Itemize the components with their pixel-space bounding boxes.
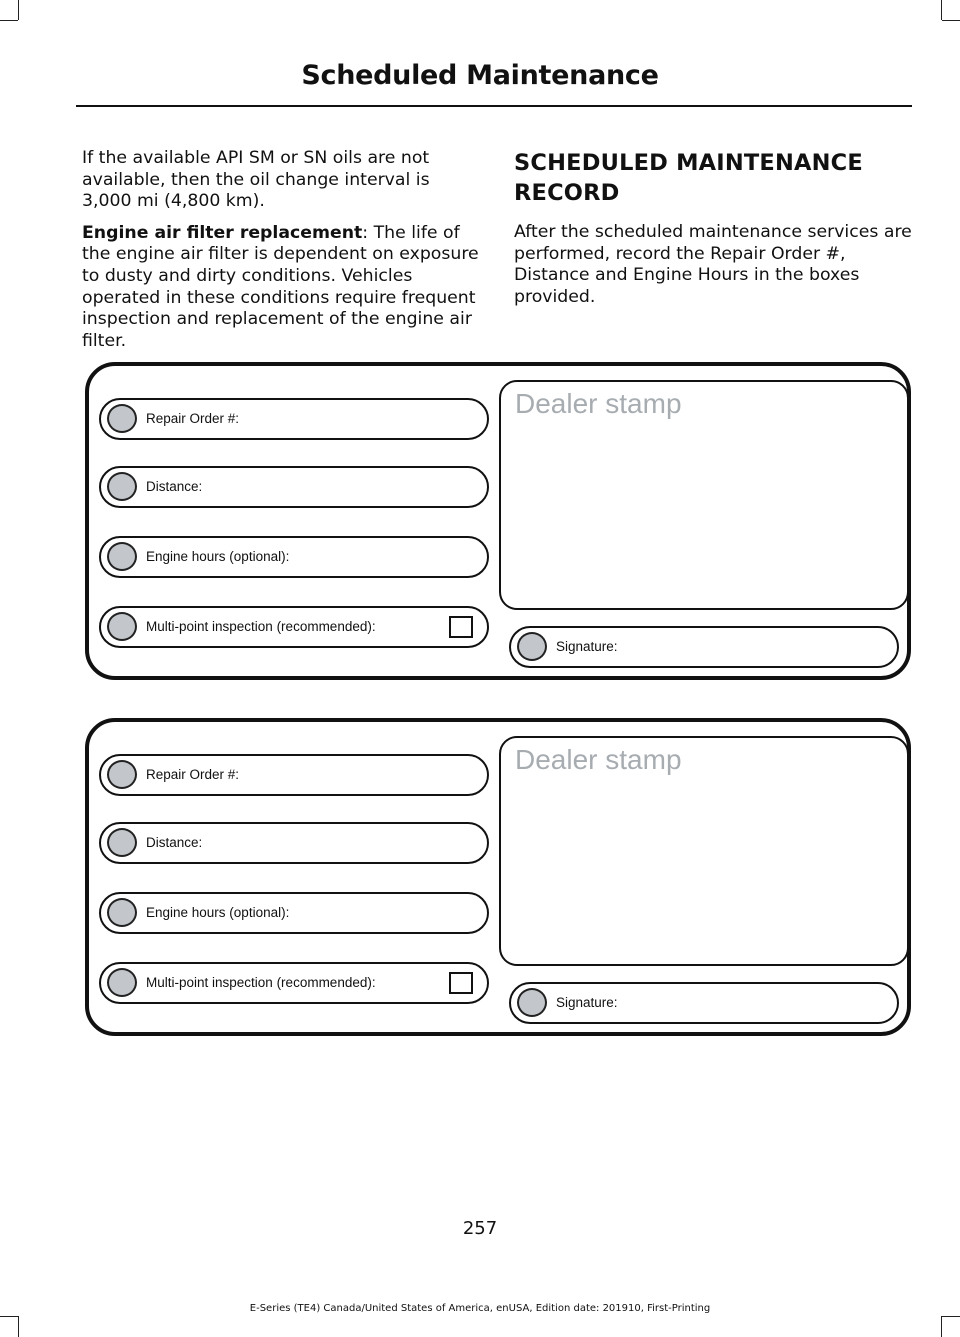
signature-label: Signature: [556,639,618,654]
crop-mark [942,1316,960,1317]
field-marker-icon [107,968,137,997]
field-marker-icon [107,828,137,857]
header-divider [76,105,912,107]
field-marker-icon [517,988,547,1017]
engine-hours-label: Engine hours (optional): [146,549,290,564]
dealer-stamp-label: Dealer stamp [515,744,682,775]
left-column [82,148,482,362]
edition-footer: E-Series (TE4) Canada/United States of America, enUSA, Edition date: 201910, First-Printing [249,1303,711,1314]
dealer-stamp-label: Dealer stamp [515,388,682,419]
crop-mark [0,20,18,21]
crop-mark [18,1316,19,1337]
signature-field[interactable] [509,982,899,1024]
maintenance-record-card [85,718,911,1036]
inspection-checkbox[interactable] [449,972,473,994]
crop-mark [941,1316,942,1337]
engine-hours-field[interactable] [99,892,489,934]
section-heading-line1: SCHEDULED MAINTENANCE [514,150,863,176]
crop-mark [0,1316,18,1317]
record-instructions: After the scheduled maintenance services are performed, record the Repair Order #, Distance and Engine Hours in the boxes provided. [514,222,912,307]
air-filter-term: Engine air filter replacement [82,222,363,243]
field-marker-icon [107,612,137,641]
inspection-field [99,962,489,1004]
crop-mark [18,0,19,20]
crop-mark [942,20,960,21]
distance-field[interactable] [99,466,489,508]
maintenance-record-card [85,362,911,680]
page-title: Scheduled Maintenance [301,60,659,91]
inspection-label: Multi-point inspection (recommended): [146,975,376,990]
repair-order-field[interactable] [99,754,489,796]
field-marker-icon [107,404,137,433]
air-filter-description: : The life of the engine air filter is dependent on exposure to dusty and dirty conditions. Vehicles operated in these conditions require frequent inspection and replacement of the engine air filter. [82,222,479,351]
signature-field[interactable] [509,626,899,668]
field-marker-icon [107,542,137,571]
crop-mark [941,0,942,20]
section-heading [514,148,914,208]
inspection-label: Multi-point inspection (recommended): [146,619,376,634]
repair-order-label: Repair Order #: [146,411,240,426]
right-column [514,148,914,318]
engine-hours-field[interactable] [99,536,489,578]
dealer-stamp-box[interactable] [499,736,909,966]
distance-field[interactable] [99,822,489,864]
dealer-stamp-box[interactable] [499,380,909,610]
section-heading-line2: RECORD [514,180,620,206]
repair-order-label: Repair Order #: [146,767,240,782]
inspection-checkbox[interactable] [449,616,473,638]
inspection-field [99,606,489,648]
oil-interval-paragraph: If the available API SM or SN oils are not available, then the oil change interval is 3,000 mi (4,800 km). [82,148,430,212]
distance-label: Distance: [146,479,203,494]
field-marker-icon [107,898,137,927]
field-marker-icon [107,760,137,789]
signature-label: Signature: [556,995,618,1010]
engine-hours-label: Engine hours (optional): [146,905,290,920]
distance-label: Distance: [146,835,203,850]
field-marker-icon [107,472,137,501]
field-marker-icon [517,632,547,661]
repair-order-field[interactable] [99,398,489,440]
air-filter-paragraph [82,223,482,353]
page-number: 257 [462,1218,498,1239]
